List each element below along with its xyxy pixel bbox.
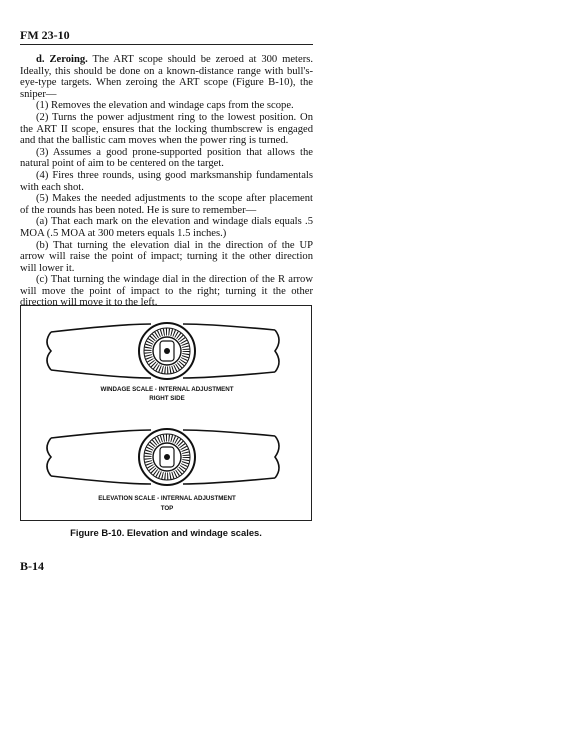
figure-b10 [20, 305, 312, 521]
zeroing-heading: d. Zeroing. [36, 54, 88, 65]
intro-paragraph [20, 54, 313, 100]
step-5: (5) Makes the needed adjustments to the scope after placement of the rounds has been noted. He is sure to remember— [20, 193, 313, 216]
step-4: (4) Fires three rounds, using good marksmanship fundamentals with each shot. [20, 169, 313, 193]
elevation-dial [139, 429, 195, 485]
substep-c: (c) That turning the windage dial in the direction of the R arrow will move the point of impact to the right; turning it the other direction will move it to the left. [20, 274, 313, 309]
figure-caption: Figure B-10. Elevation and windage scales. [70, 527, 262, 538]
step-2: (2) Turns the power adjustment ring to the lowest position. On the ART II scope, ensures that the locking thumbscrew is engaged and that the ballistic cam moves when the power ring is turned. [20, 111, 313, 147]
windage-caption-line2: RIGHT SIDE [149, 395, 185, 402]
body-text [20, 54, 313, 309]
substep-a: (a) That each mark on the elevation and windage dials equals .5 MOA (.5 MOA at 300 meters equals 1.5 inches.) [20, 216, 313, 239]
page-number: B-14 [20, 559, 44, 573]
header-rule [20, 44, 313, 45]
step-1: (1) Removes the elevation and windage caps from the scope. [36, 100, 294, 112]
elevation-caption-line1: ELEVATION SCALE - INTERNAL ADJUSTMENT [98, 495, 236, 502]
scope-illustration [21, 306, 313, 522]
manual-header: FM 23-10 [20, 28, 70, 42]
intro-text: The ART scope should be zeroed at 300 meters. Ideally, this should be done on a known-distance range with bull's-eye-type targets. When zeroing the ART scope (Figure B-10), the sniper— [20, 54, 314, 100]
substep-b: (b) That turning the elevation dial in the direction of the UP arrow will raise the point of impact; turning it the other direction will lower it. [20, 239, 313, 274]
windage-dial [139, 323, 195, 379]
elevation-caption-line2: TOP [160, 505, 174, 512]
windage-caption-line1: WINDAGE SCALE - INTERNAL ADJUSTMENT [100, 386, 234, 393]
step-3: (3) Assumes a good prone-supported position that allows the natural point of aim to be centered on the target. [20, 146, 313, 170]
